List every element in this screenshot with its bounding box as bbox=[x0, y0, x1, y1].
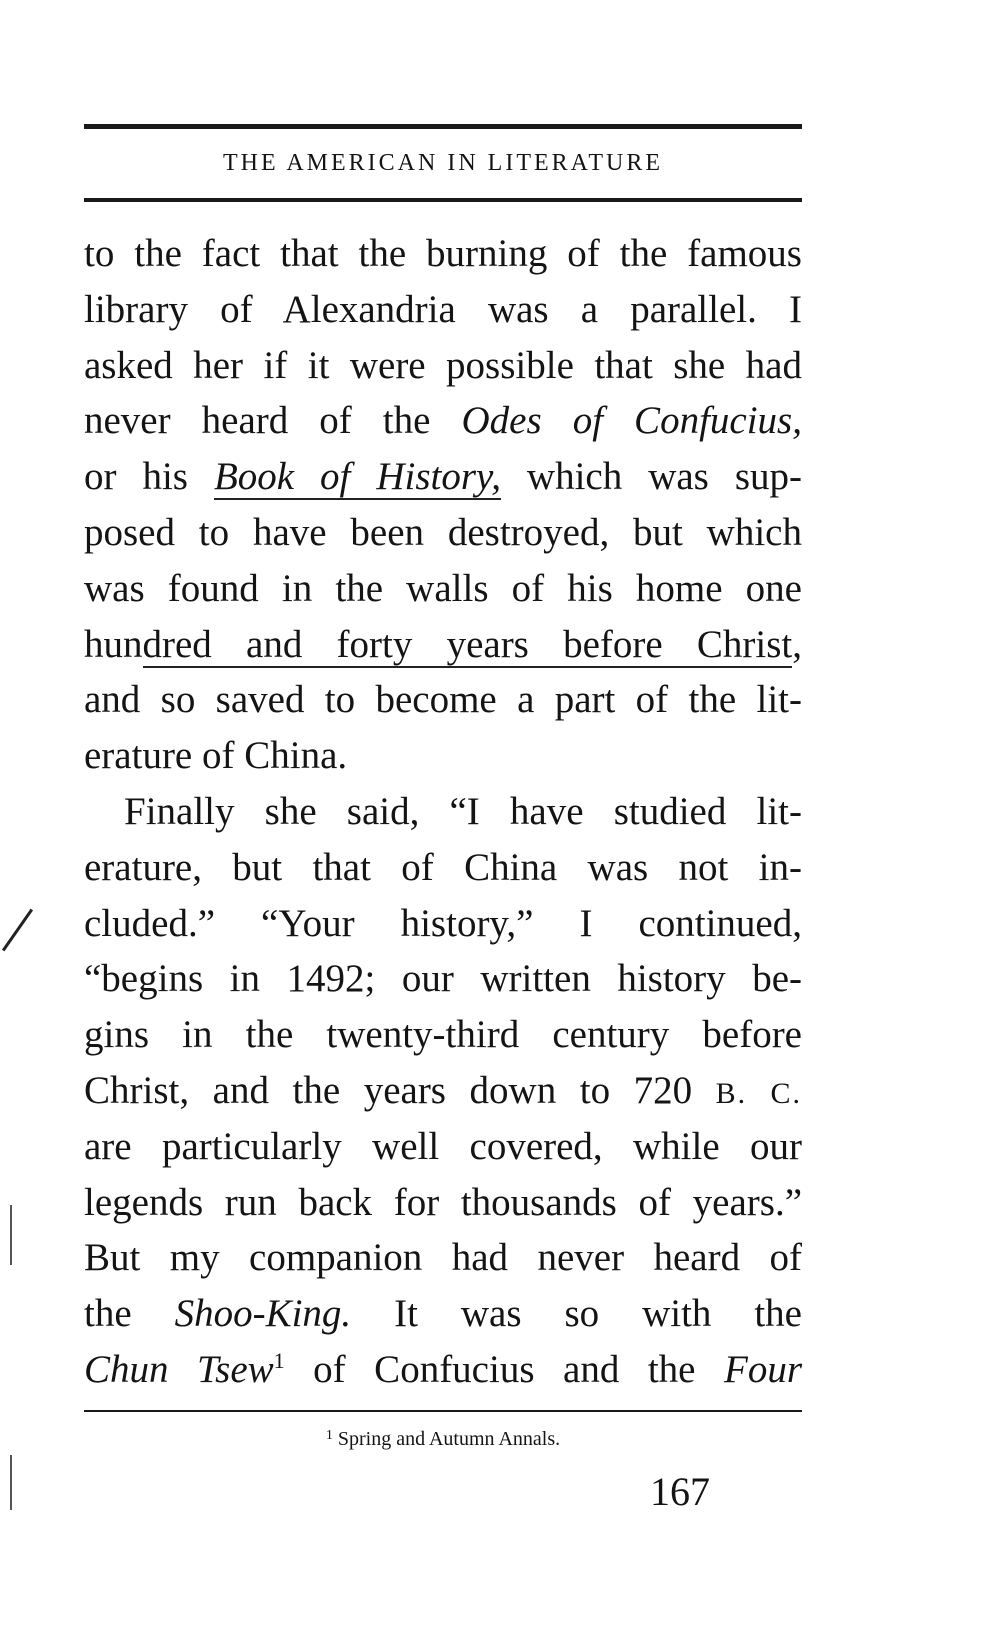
text-fragment: hun bbox=[84, 622, 143, 666]
text-line: cluded.” “Your history,” I continued, bbox=[84, 901, 802, 945]
book-title-odes: Odes of Confucius, bbox=[461, 399, 802, 443]
margin-mark bbox=[10, 1205, 12, 1265]
era-abbreviation: B. C. bbox=[715, 1076, 802, 1110]
text-line: asked her if it were possible that she had bbox=[84, 343, 802, 387]
text-line: legends run back for thousands of years.” bbox=[84, 1180, 802, 1224]
text-line bbox=[84, 1342, 802, 1398]
text-line: was found in the walls of his home one bbox=[84, 566, 802, 610]
footnote-rule bbox=[84, 1410, 802, 1412]
header-rule-bottom bbox=[84, 198, 802, 202]
underlined-passage: dred and forty years before Christ bbox=[142, 622, 793, 666]
text-line: erature of China. bbox=[84, 734, 348, 778]
text-line bbox=[84, 617, 802, 673]
margin-mark bbox=[10, 1455, 12, 1510]
running-head: THE AMERICAN IN LITERATURE bbox=[223, 150, 663, 176]
text-line: and so saved to become a part of the lit- bbox=[84, 678, 802, 722]
text-fragment: Christ, and the years down to 720 bbox=[84, 1068, 716, 1112]
text-line: erature, but that of China was not in- bbox=[84, 845, 802, 889]
text-fragment: which was sup- bbox=[500, 455, 802, 499]
body-text bbox=[84, 226, 802, 1398]
text-fragment: never heard of the bbox=[84, 399, 462, 443]
book-title-four: Four bbox=[724, 1347, 803, 1391]
pencil-slash-mark bbox=[2, 909, 33, 952]
footnote-text: Spring and Autumn Annals. bbox=[337, 1428, 561, 1450]
text-line: library of Alexandria was a parallel. I bbox=[84, 287, 802, 331]
text-line bbox=[84, 449, 802, 505]
text-fragment: It was so with the bbox=[351, 1292, 802, 1336]
header-rule-top bbox=[84, 124, 802, 129]
book-title-chun-tsew: Chun Tsew bbox=[84, 1347, 274, 1391]
footnote-number: 1 bbox=[325, 1428, 333, 1443]
text-line: But my companion had never heard of bbox=[84, 1236, 802, 1280]
footnote bbox=[84, 1428, 802, 1451]
book-title-shoo-king: Shoo-King. bbox=[174, 1292, 352, 1336]
text-line: Finally she said, “I have studied lit- bbox=[124, 789, 802, 833]
text-line bbox=[84, 393, 802, 449]
footnote-reference: 1 bbox=[273, 1347, 285, 1373]
book-title-history: Book of History, bbox=[213, 455, 501, 499]
text-fragment: of Confucius and the bbox=[284, 1347, 725, 1391]
text-line: gins in the twenty-third century before bbox=[84, 1013, 802, 1057]
text-fragment: , bbox=[792, 622, 802, 666]
text-line: posed to have been destroyed, but which bbox=[84, 510, 802, 554]
text-fragment: the bbox=[84, 1292, 175, 1336]
text-line: to the fact that the burning of the famous bbox=[84, 232, 802, 275]
page-number: 167 bbox=[650, 1469, 710, 1514]
text-line bbox=[84, 1063, 802, 1119]
text-line: are particularly well covered, while our bbox=[84, 1124, 802, 1168]
text-line bbox=[84, 1286, 802, 1342]
text-fragment: or his bbox=[84, 455, 214, 499]
text-line: “begins in 1492; our written history be- bbox=[84, 957, 802, 1001]
